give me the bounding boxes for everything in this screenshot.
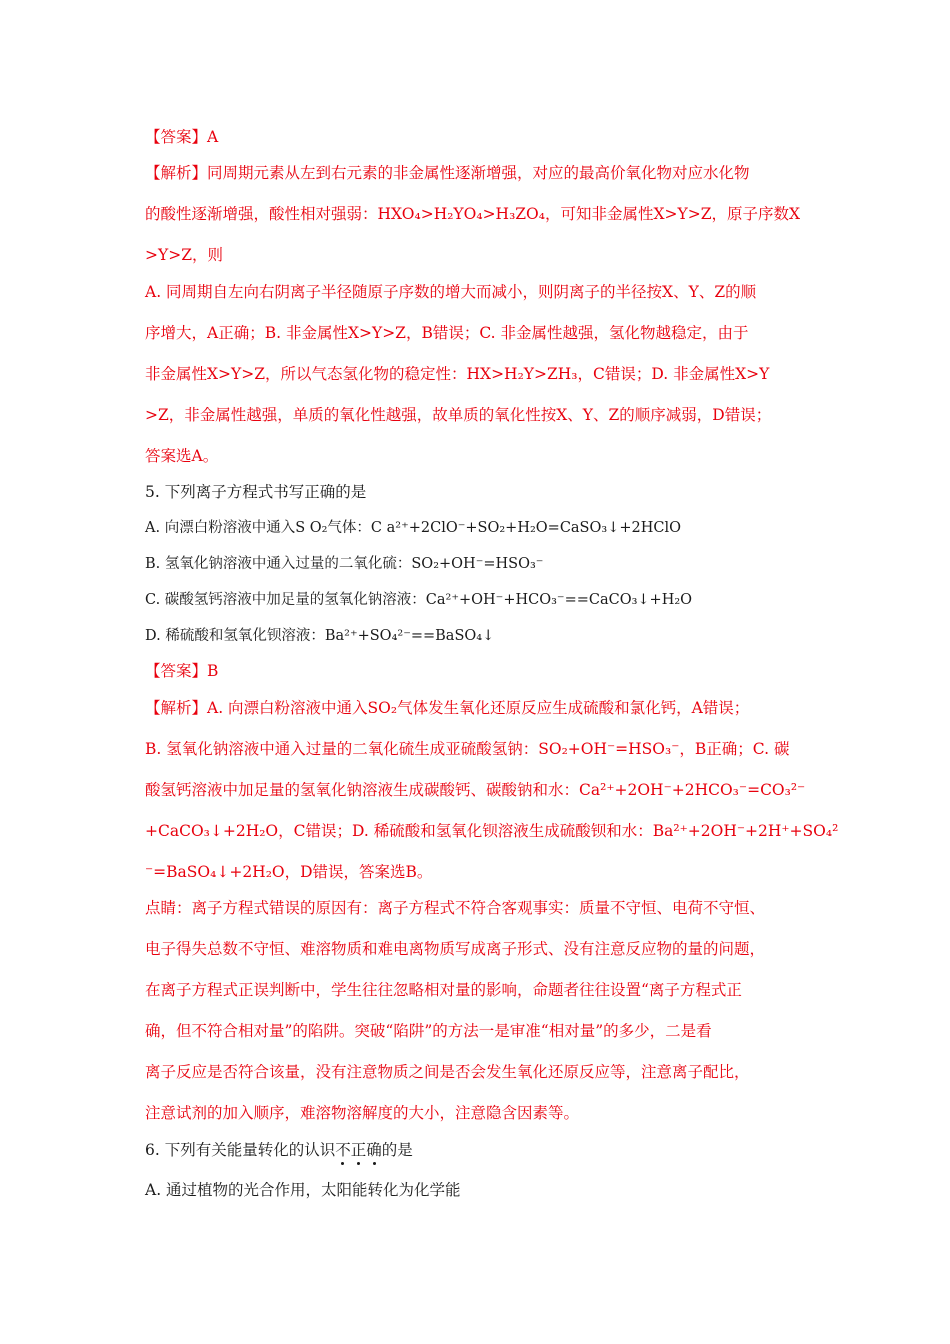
q5-tip-line: 在离子方程式正误判断中，学生往往忽略相对量的影响，命题者往往设置“离子方程式正 xyxy=(145,981,742,999)
q4-explanation-line: 序增大，A正确；B. 非金属性X>Y>Z，B错误；C. 非金属性越强，氢化物越稳定，由于 xyxy=(145,324,749,342)
q5-option-a: A. 向漂白粉溶液中通入S O₂气体：C a²⁺+2ClO⁻+SO₂+H₂O=CaSO₃↓+2HClO xyxy=(145,520,681,536)
q5-tip-line: 确，但不符合相对量”的陷阱。突破“陷阱”的方法一是审准“相对量”的多少，二是看 xyxy=(145,1022,712,1040)
q5-tip-line: 电子得失总数不守恒、难溶物质和难电离物质写成离子形式、没有注意反应物的量的问题， xyxy=(145,940,766,958)
q5-option-d: D. 稀硫酸和氢氧化钡溶液：Ba²⁺+SO₄²⁻==BaSO₄↓ xyxy=(145,628,495,644)
q5-answer: 【答案】B xyxy=(145,662,219,680)
q6-stem xyxy=(145,1139,413,1161)
q5-explanation-line: +CaCO₃↓+2H₂O，C错误；D. 稀硫酸和氢氧化钡溶液生成硫酸钡和水：Ba²⁺+2OH⁻+2H⁺+SO₄² xyxy=(145,822,839,840)
q5-explanation-line: ⁻=BaSO₄↓+2H₂O，D错误，答案选B。 xyxy=(145,863,433,881)
q6-stem-prefix: 6. 下列有关能量转化的认识 xyxy=(145,1141,336,1159)
q4-explanation-line: 【解析】同周期元素从左到右元素的非金属性逐渐增强，对应的最高价氧化物对应水化物 xyxy=(145,164,750,182)
q4-explanation-line: A. 同周期自左向右阴离子半径随原子序数的增大而减小，则阴离子的半径按X、Y、Z的顺 xyxy=(145,283,757,301)
q4-explanation-line: >Z，非金属性越强，单质的氧化性越强，故单质的氧化性按X、Y、Z的顺序减弱，D错误； xyxy=(145,406,772,424)
q5-explanation-line: 酸氢钙溶液中加足量的氢氧化钠溶液生成碳酸钙、碳酸钠和水：Ca²⁺+2OH⁻+2HCO₃⁻=CO₃²⁻ xyxy=(145,781,806,799)
q6-option-a: A. 通过植物的光合作用，太阳能转化为化学能 xyxy=(145,1181,461,1199)
q4-explanation-line: 非金属性X>Y>Z，所以气态氢化物的稳定性：HX>H₂Y>ZH₃，C错误；D. 非金属性X>Y xyxy=(145,365,770,383)
emphasis-char: 不 xyxy=(335,1141,351,1159)
q5-tip-line: 离子反应是否符合该量，没有注意物质之间是否会发生氧化还原反应等，注意离子配比， xyxy=(145,1063,750,1081)
q5-tip-line: 注意试剂的加入顺序，难溶物溶解度的大小，注意隐含因素等。 xyxy=(145,1104,580,1122)
q5-option-c: C. 碳酸氢钙溶液中加足量的氢氧化钠溶液：Ca²⁺+OH⁻+HCO₃⁻==CaCO₃↓+H₂O xyxy=(145,592,693,608)
emphasis-char: 确 xyxy=(366,1141,382,1159)
q5-stem: 5. 下列离子方程式书写正确的是 xyxy=(145,483,367,501)
q4-answer: 【答案】A xyxy=(145,128,219,146)
q4-explanation-line: 答案选A。 xyxy=(145,447,219,465)
q6-stem-suffix: 的是 xyxy=(381,1141,413,1159)
q4-explanation-line: >Y>Z，则 xyxy=(145,246,223,264)
q5-explanation-line: B. 氢氧化钠溶液中通入过量的二氧化硫生成亚硫酸氢钠：SO₂+OH⁻=HSO₃⁻，B正确；C. 碳 xyxy=(145,740,790,758)
q5-tip-line: 点睛：离子方程式错误的原因有：离子方程式不符合客观事实：质量不守恒、电荷不守恒、 xyxy=(145,899,766,917)
q5-explanation-line: 【解析】A. 向漂白粉溶液中通入SO₂气体发生氧化还原反应生成硫酸和氯化钙，A错误； xyxy=(145,699,750,717)
q5-option-b: B. 氢氧化钠溶液中通入过量的二氧化硫：SO₂+OH⁻=HSO₃⁻ xyxy=(145,556,544,572)
q4-explanation-line: 的酸性逐渐增强，酸性相对强弱：HXO₄>H₂YO₄>H₃ZO₄，可知非金属性X>Y>Z，原子序数X xyxy=(145,205,801,223)
emphasis-char: 正 xyxy=(350,1141,367,1159)
